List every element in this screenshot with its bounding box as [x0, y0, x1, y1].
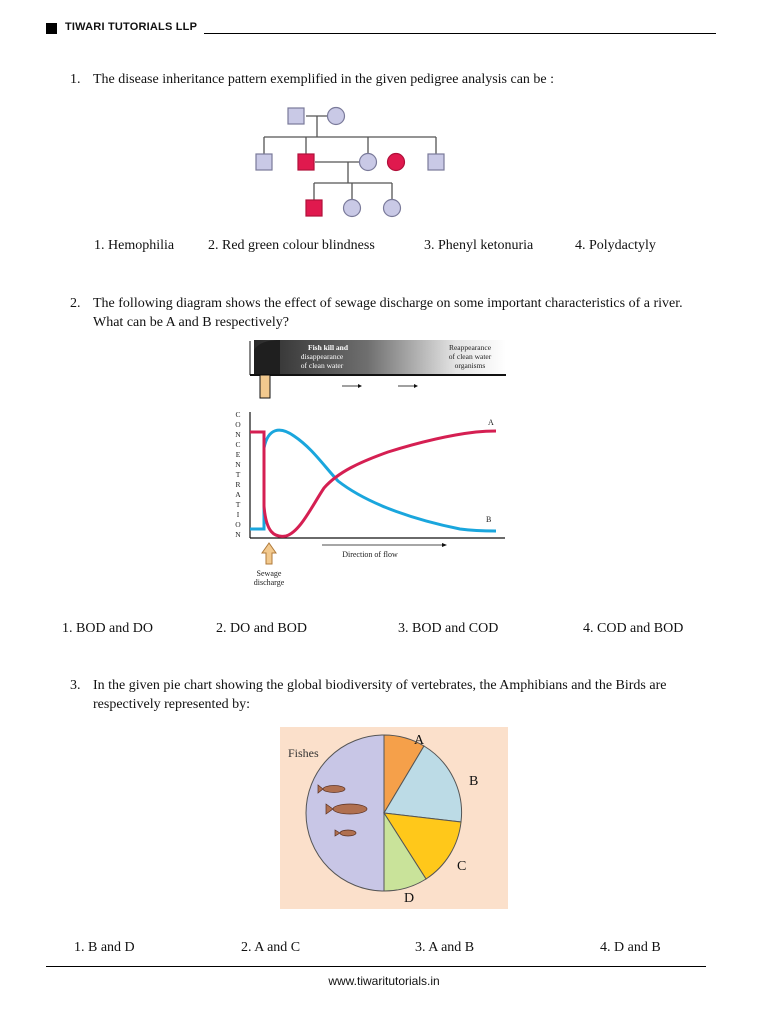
sewage-arrow-icon	[262, 543, 276, 564]
banner-right-line-2: of clean water	[448, 352, 492, 361]
question-number: 2.	[70, 296, 81, 311]
gen2-male-unaffected	[256, 154, 272, 170]
curve-a-label: A	[488, 418, 494, 427]
banner-right-line-1: Reappearance	[448, 343, 492, 352]
pie-label-b: B	[469, 774, 479, 789]
sewage-label-line-2: discharge	[253, 578, 285, 587]
pie-label-d: D	[404, 891, 415, 906]
question-1	[70, 70, 730, 90]
question-number: 3.	[70, 678, 81, 693]
q2-option-1: 1. BOD and DO	[62, 621, 153, 636]
gen1-male-unaffected	[288, 108, 304, 124]
banner-right-line-3: organisms	[454, 361, 486, 370]
svg-text:A: A	[235, 490, 241, 499]
q2-option-4: 4. COD and BOD	[583, 621, 684, 636]
svg-text:C: C	[235, 410, 241, 419]
question-2	[70, 294, 730, 334]
footer-website[interactable]: www.tiwaritutorials.in	[328, 974, 440, 988]
question-text: In the given pie chart showing the global biodiversity of vertebrates, the Amphibians and the Birds are respectively represented by:	[93, 678, 667, 712]
svg-text:N: N	[235, 460, 241, 469]
svg-text:T: T	[235, 470, 241, 479]
curve-b-label: B	[486, 515, 492, 524]
pie-label-fishes: Fishes	[288, 746, 319, 760]
question-3	[70, 676, 730, 716]
gen2-male-affected	[298, 154, 314, 170]
curve-a	[250, 431, 496, 536]
footer-rule	[46, 966, 706, 967]
banner-left-line-1: Fish kill and	[307, 343, 349, 352]
gen2-female-unaffected	[360, 154, 377, 171]
banner-left-line-3: of clean water	[300, 361, 344, 370]
q3-option-3: 3. A and B	[415, 940, 475, 955]
question-number: 1.	[70, 72, 81, 87]
sewage-label-line-1: Sewage	[256, 569, 282, 578]
gen3-male-affected	[306, 200, 322, 216]
gen3-female-unaffected	[344, 200, 361, 217]
river-banner	[250, 340, 506, 398]
company-name: TIWARI TUTORIALS LLP	[65, 21, 198, 33]
page-header	[46, 20, 716, 38]
vertebrate-pie-chart	[280, 727, 508, 909]
svg-text:N: N	[235, 530, 241, 539]
gen2-male-unaffected-right	[428, 154, 444, 170]
gen1-female-unaffected	[328, 108, 345, 125]
q3-option-1: 1. B and D	[74, 940, 135, 955]
svg-text:I: I	[236, 510, 240, 519]
q3-option-4: 4. D and B	[600, 940, 661, 955]
svg-text:E: E	[235, 450, 241, 459]
sewage-discharge-diagram	[220, 336, 510, 594]
q1-option-4: 4. Polydactyly	[575, 238, 656, 253]
direction-of-flow-label: Direction of flow	[342, 550, 398, 559]
q1-option-1: 1. Hemophilia	[94, 238, 175, 253]
svg-text:O: O	[235, 420, 241, 429]
q2-option-3: 3. BOD and COD	[398, 621, 499, 636]
q3-option-2: 2. A and C	[241, 940, 301, 955]
gen3-female-unaffected-right	[384, 200, 401, 217]
pedigree-lines	[264, 116, 436, 200]
curve-b	[250, 430, 496, 531]
svg-text:N: N	[235, 430, 241, 439]
pie-label-a: A	[414, 733, 425, 748]
question-text: The following diagram shows the effect of sewage discharge on some important characteristics of a river. What can be A and B respectively?	[93, 296, 683, 330]
header-rule	[204, 33, 716, 34]
pie-label-c: C	[457, 859, 467, 874]
q1-option-3: 3. Phenyl ketonuria	[424, 238, 534, 253]
question-text: The disease inheritance pattern exemplified in the given pedigree analysis can be :	[93, 72, 555, 87]
gen2-female-affected	[388, 154, 405, 171]
svg-text:R: R	[235, 480, 241, 489]
q2-option-2: 2. DO and BOD	[216, 621, 307, 636]
pedigree-chart	[250, 100, 460, 222]
header-square-icon	[46, 23, 57, 34]
banner-left-line-2: disappearance	[300, 352, 344, 361]
q1-option-2: 2. Red green colour blindness	[208, 238, 375, 253]
svg-text:T: T	[235, 500, 241, 509]
svg-text:O: O	[235, 520, 241, 529]
svg-text:C: C	[235, 440, 241, 449]
y-axis-label	[235, 410, 241, 539]
